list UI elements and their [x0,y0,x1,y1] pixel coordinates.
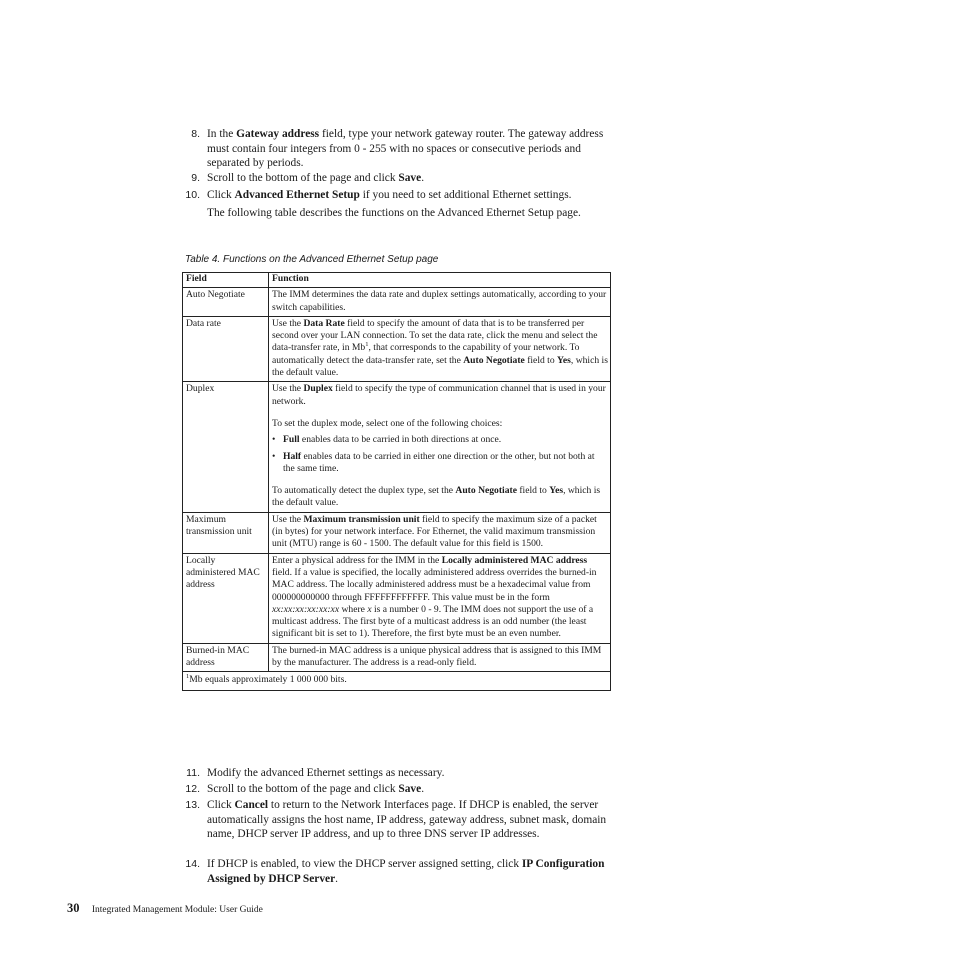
footnote-ref: 1 [365,341,369,349]
header-function: Function [269,273,611,288]
step-text: If DHCP is enabled, to view the DHCP server assigned setting, click IP Configuration Assigned by DHCP Server. [207,858,605,885]
functions-table [182,272,611,691]
italic-term: xx:xx:xx:xx:xx:xx [272,603,340,615]
bullet-list [272,434,608,475]
bold-term: Cancel [234,799,269,811]
field-cell: Auto Negotiate [183,288,269,317]
table-footnote: $^1$Mb equals approximately 1 000 000 bits. [183,672,611,690]
field-cell: Maximum transmission unit [183,512,269,553]
function-cell [269,512,611,553]
footnote-ref: 1 [186,673,190,681]
table-row [183,512,611,553]
step-number: 12. [185,783,200,795]
step-13 [180,798,612,842]
step-text: In the Gateway address field, type your network gateway router. The gateway address must contain four integers from 0 - 255 with no spaces or consecutive periods and separated by periods. [207,128,604,169]
list-item: • Half enables data to be carried in either one direction or the other, but not both at the same time. [272,451,608,476]
step-11 [180,766,612,781]
field-cell: Burned-in MAC address [183,643,269,672]
bold-term: Auto Negotiate [463,354,525,366]
table-row [183,553,611,643]
step-text: Click Cancel to return to the Network Interfaces page. If DHCP is enabled, the server automatically assigns the host name, IP address, gateway address, subnet mask, domain name, DHCP server IP address, and up to three DNS server IP addresses. [207,799,607,840]
bold-term: Save [398,172,422,184]
function-cell [269,382,611,512]
step-number: 10. [185,189,200,201]
italic-term: x [367,603,372,615]
document-title: Integrated Management Module: User Guide [91,905,263,915]
function-paragraph: Use the Data Rate field to specify the amount of data that is to be transferred per second over your LAN connection. To set the data rate, click the menu and select the data-transfer rate, in Mb$^1$, that corresponds to the capability of your network. To automatically detect the data-transfer rate, set the Auto Negotiate field to Yes, which is the default value. [272,317,608,379]
table-caption: Table 4. Functions on the Advanced Ethernet Setup page [185,254,439,265]
function-cell [269,316,611,381]
field-cell: Duplex [183,382,269,512]
step-9 [180,171,612,186]
table-body [183,288,611,672]
step-text: Click Advanced Ethernet Setup if you need to set additional Ethernet settings. [207,189,572,201]
bold-term: IP Configuration Assigned by DHCP Server [207,858,605,885]
bold-term: Full [283,434,300,446]
table-row [183,288,611,317]
table-row [183,316,611,381]
function-paragraph: To automatically detect the duplex type, set the Auto Negotiate field to Yes, which is the default value. [272,485,601,509]
bold-term: Auto Negotiate [455,485,517,497]
bold-term: Maximum transmission unit [303,513,420,525]
bold-term: Duplex [303,383,333,395]
table-row [183,382,611,512]
step-number: 14. [185,858,200,870]
page-footer [67,901,263,916]
step-text: Scroll to the bottom of the page and click Save. [207,783,425,795]
function-paragraph: Enter a physical address for the IMM in the Locally administered MAC address field. If a value is specified, the locally administered address overrides the burned-in MAC address. The locally administered address must be a hexadecimal value from 000000000000 through FFFFFFFFFFFF. This value must be in the form xx:xx:xx:xx:xx:xx where x is a number 0 - 9. The IMM does not support the use of a multicast address. The first byte of a multicast address is an odd number (the least significant bit is set to 1). Therefore, the first byte must be an even number. [272,554,597,640]
table-footnote-row [183,672,611,690]
step-8 [180,127,612,171]
function-paragraph: The burned-in MAC address is a unique physical address that is assigned to this IMM by the manufacturer. The address is a read-only field. [272,644,602,669]
function-cell [269,288,611,317]
bold-term: Save [398,783,422,795]
table-intro-text: The following table describes the functions on the Advanced Ethernet Setup page. [207,206,581,219]
function-paragraph: The IMM determines the data rate and duplex settings automatically, according to your switch capabilities. [272,289,607,313]
function-cell [269,553,611,643]
bold-term: Yes [549,485,564,497]
step-12 [180,782,612,797]
step-number: 11. [186,767,200,779]
function-paragraph: Use the Duplex field to specify the type of communication channel that is used in your network. [272,383,606,407]
step-text: Scroll to the bottom of the page and click Save. [207,172,425,184]
step-number: 8. [191,128,200,140]
step-14 [180,857,612,886]
page-number: 30 [67,901,80,915]
table-header-row [183,273,611,288]
header-field: Field [183,273,269,288]
step-10 [180,188,612,220]
bold-term: Yes [557,354,571,366]
function-cell [269,643,611,672]
bold-term: Gateway address [236,128,320,140]
step-number: 13. [185,799,200,811]
step-text: Modify the advanced Ethernet settings as necessary. [207,767,445,779]
field-cell: Locally administered MAC address [183,553,269,643]
bold-term: Data Rate [303,317,345,329]
bold-term: Locally administered MAC address [441,554,588,566]
list-item: • Full enables data to be carried in both directions at once. [272,434,608,446]
table-row [183,643,611,672]
field-cell: Data rate [183,316,269,381]
bold-term: Advanced Ethernet Setup [234,189,360,201]
bold-term: Half [283,450,302,462]
function-paragraph: To set the duplex mode, select one of the following choices: [272,417,503,429]
function-paragraph: Use the Maximum transmission unit field to specify the maximum size of a packet (in bytes) for your network interface. For Ethernet, the valid maximum transmission unit (MTU) range is 60 - 1500. The default value for this field is 1500. [272,513,597,550]
step-number: 9. [191,172,200,184]
